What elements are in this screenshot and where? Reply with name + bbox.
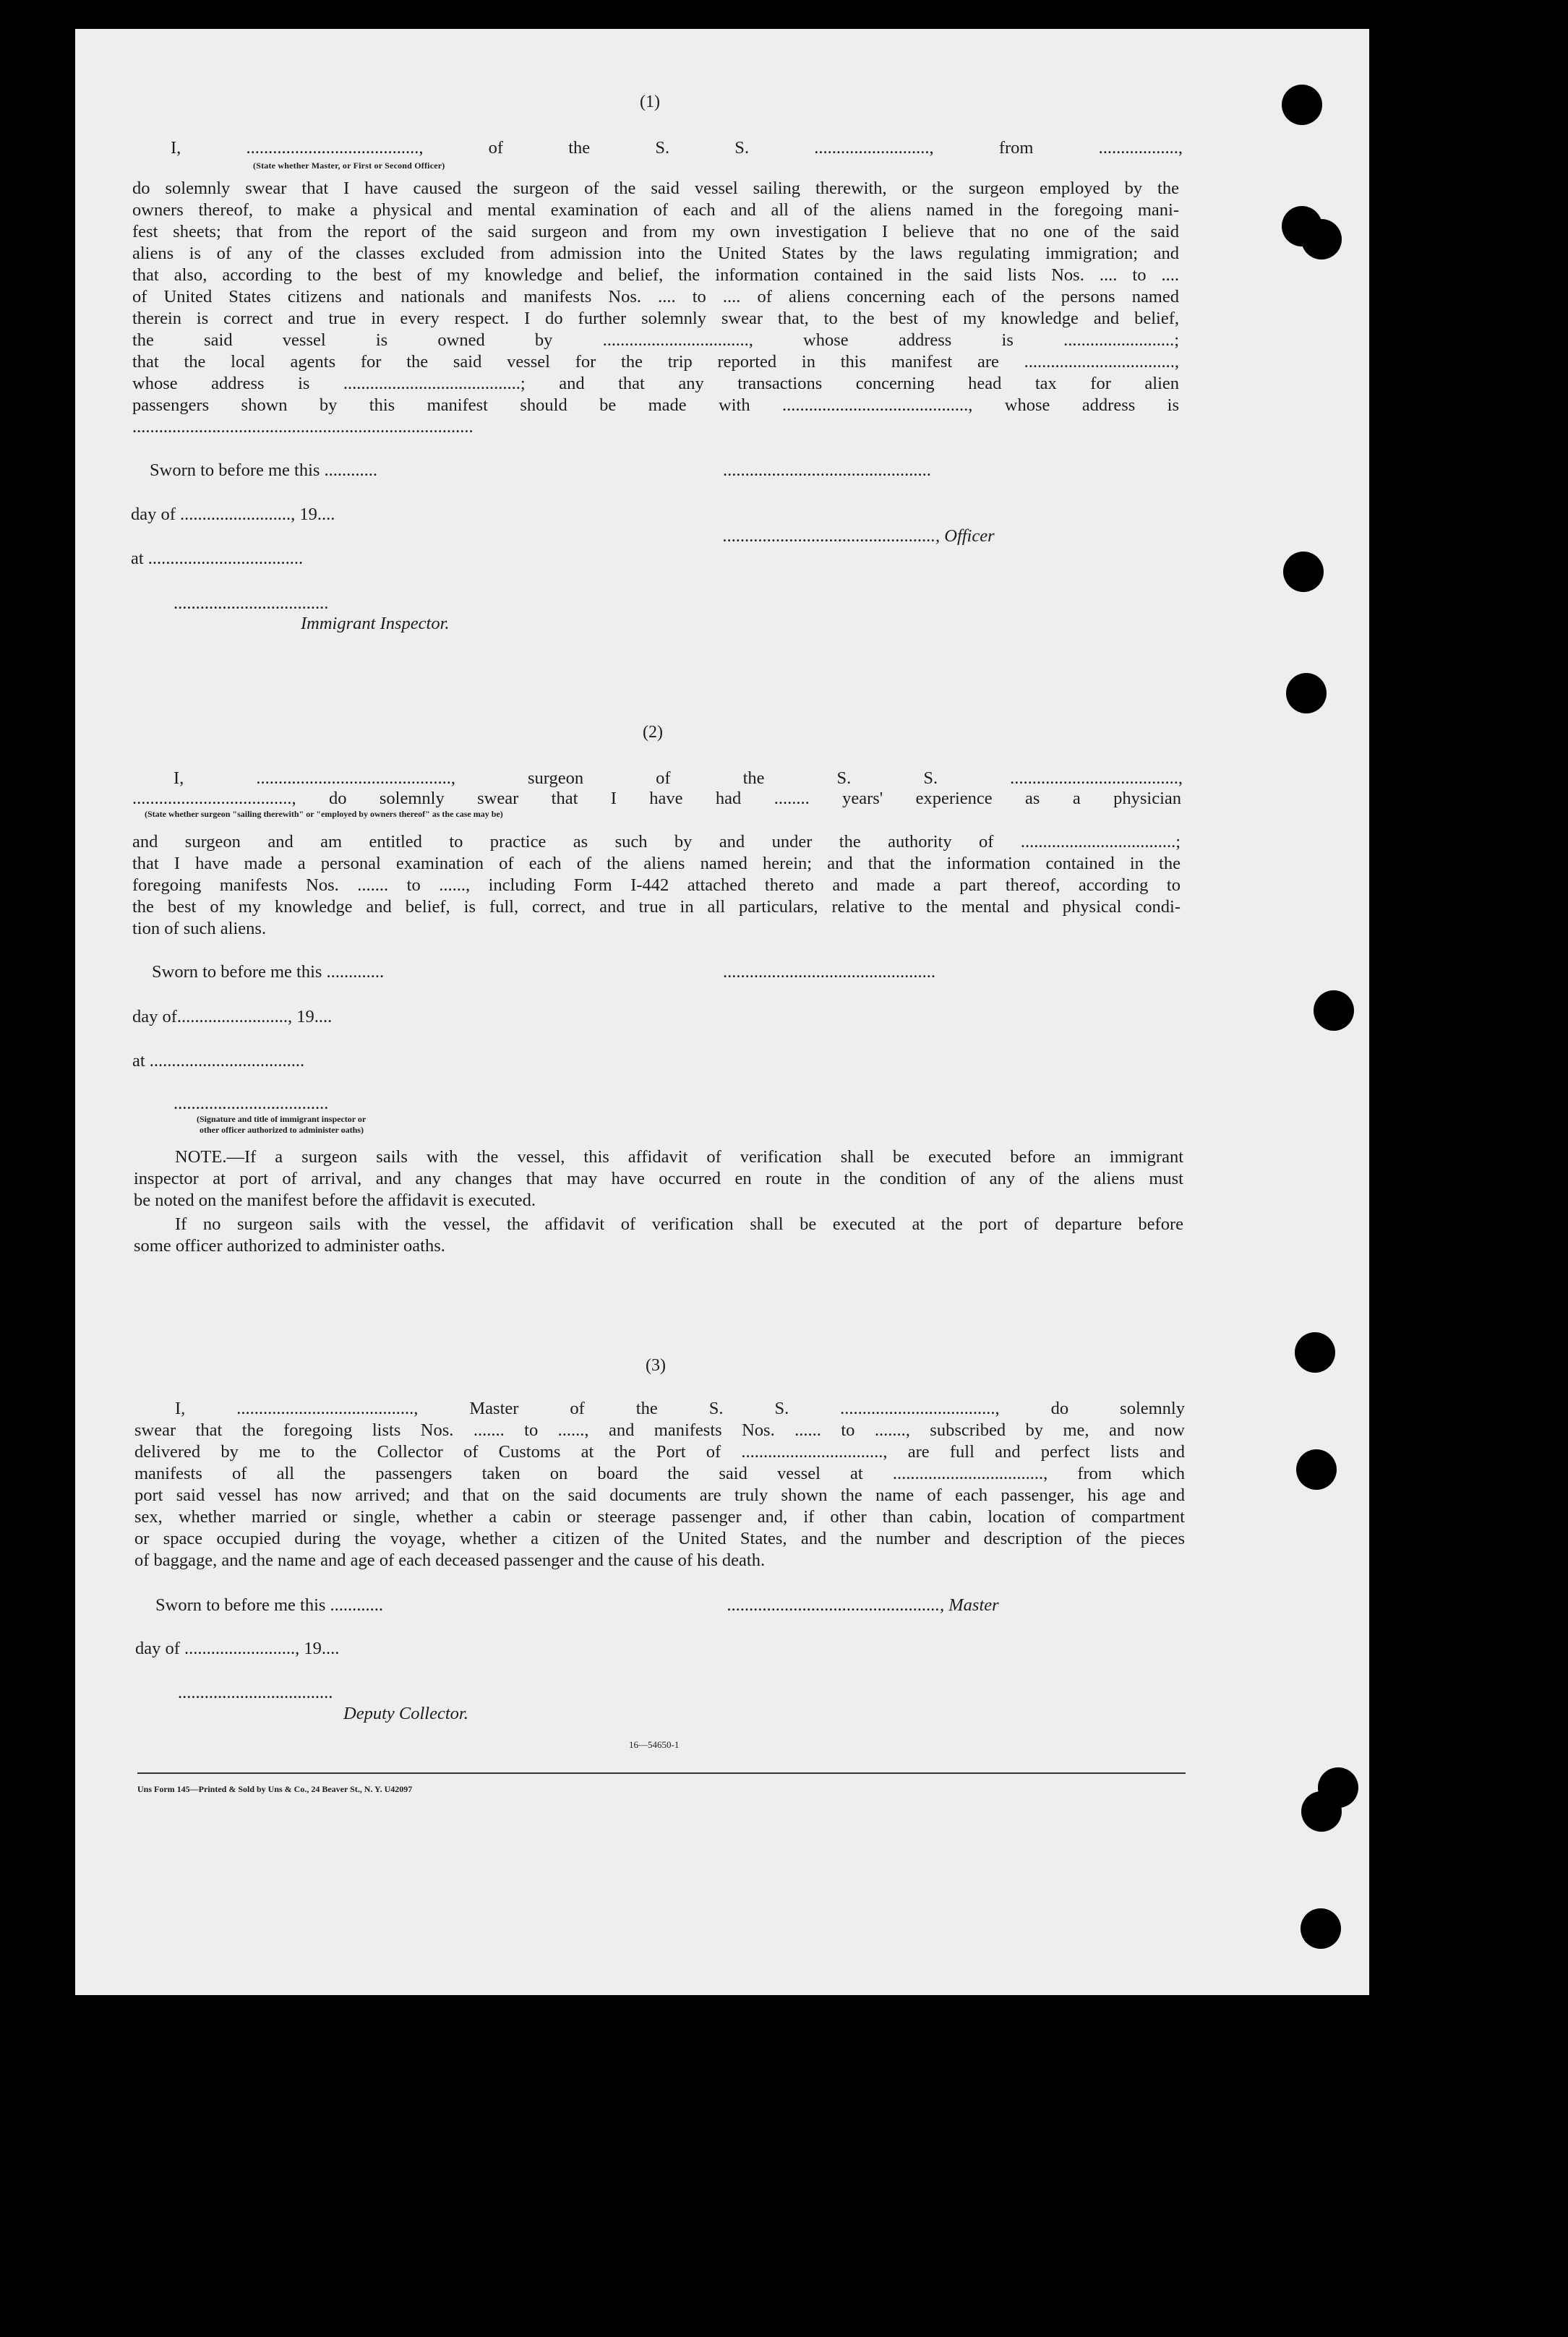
body-line xyxy=(134,1528,1185,1550)
master-signature-line: ................................................, Master xyxy=(727,1595,999,1615)
note-line xyxy=(134,1168,1183,1190)
body-line-text: the best of my knowledge and belief, is full, correct, and true in all particulars, relative to the mental and physical condi- xyxy=(132,897,1181,917)
binder-hole xyxy=(1283,552,1324,592)
signature-caption: (Signature and title of immigrant inspector or xyxy=(197,1114,367,1124)
section-2-experience-line xyxy=(132,788,1181,810)
body-line-text: foregoing manifests Nos. ....... to ......, including Form I-442 attached thereto and made a part thereof, according to xyxy=(132,875,1181,895)
body-line: of baggage, and the name and age of each deceased passenger and the cause of his death. xyxy=(134,1551,766,1570)
body-line xyxy=(132,875,1181,896)
collector-signature-line: ................................... xyxy=(178,1683,333,1702)
binder-hole xyxy=(1296,1449,1337,1490)
body-line-text: ............................................................................. xyxy=(132,417,474,437)
binder-hole xyxy=(1301,219,1342,260)
day-line: day of ........................., 19.... xyxy=(131,505,335,524)
body-line xyxy=(134,1506,1185,1528)
at-line: at ................................... xyxy=(131,549,304,568)
body-line-text: passengers shown by this manifest should be made with .........................................., whose address is xyxy=(132,395,1179,415)
body-line-text: owners thereof, to make a physical and mental examination of each and all of the aliens named in the foregoing mani- xyxy=(132,200,1179,220)
body-line xyxy=(132,221,1179,243)
collector-title: Deputy Collector. xyxy=(343,1704,468,1723)
body-line xyxy=(175,1398,1185,1420)
section-1-number: (1) xyxy=(640,93,660,111)
day-line: day of........................., 19.... xyxy=(132,1007,333,1026)
body-line-text: fest sheets; that from the report of the said surgeon and from my own investigation I believe that no one of the said xyxy=(132,222,1179,241)
body-line-text: that also, according to the best of my knowledge and belief, the information contained in the said lists Nos. .... to .... xyxy=(132,265,1179,285)
body-line xyxy=(132,286,1179,308)
body-line-text: port said vessel has now arrived; and that on the said documents are truly shown the name of each passenger, his age and xyxy=(134,1485,1185,1505)
officer-signature-line: ................................................, Officer xyxy=(723,526,995,546)
body-line xyxy=(134,1420,1185,1441)
bleed-through-text xyxy=(564,441,1376,463)
body-line xyxy=(132,200,1179,221)
officer-signature-line: ................................... xyxy=(173,1094,329,1113)
body-line-text: delivered by me to the Collector of Customs at the Port of ................................, are full and perfect lists and xyxy=(134,1442,1185,1462)
inspector-signature-line: ................................... xyxy=(173,593,329,613)
sworn-line: Sworn to before me this ............ xyxy=(150,460,378,480)
body-line-text: do solemnly swear that I have caused the surgeon of the said vessel sailing therewith, or the surgeon employed by the xyxy=(132,179,1179,198)
body-line xyxy=(132,351,1179,373)
note-line-text: NOTE.—If a surgeon sails with the vessel, this affidavit of verification shall be executed before an immigrant xyxy=(175,1147,1183,1167)
section-1-oath-line xyxy=(171,137,1183,159)
body-line xyxy=(132,330,1179,351)
section-2-caption: (State whether surgeon "sailing therewith" or "employed by owners thereof" as the case may be) xyxy=(145,809,503,819)
body-line xyxy=(132,373,1179,395)
note-line xyxy=(175,1214,1183,1235)
body-line-text: I, ........................................, Master of the S. S. ..................................., do solemnly xyxy=(175,1399,1185,1418)
note-line-text: If no surgeon sails with the vessel, the affidavit of verification shall be executed at the port of departure before xyxy=(175,1214,1183,1234)
body-line xyxy=(132,416,667,438)
binder-hole xyxy=(1295,1332,1335,1373)
body-line-text: that the local agents for the said vessel for the trip reported in this manifest are .................................., xyxy=(132,352,1179,372)
note-line: be noted on the manifest before the affidavit is executed. xyxy=(134,1191,536,1210)
body-line-text: the said vessel is owned by ................................., whose address is .........................; xyxy=(132,330,1179,350)
section-1-oath-line-text: I, ......................................., of the S. S. .........................., from .................., xyxy=(171,138,1183,158)
body-line-text: of United States citizens and nationals and manifests Nos. .... to .... of aliens concerning each of the persons named xyxy=(132,287,1179,306)
body-line xyxy=(132,243,1179,265)
body-line-text: therein is correct and true in every respect. I do further solemnly swear that, to the best of my knowledge and belief, xyxy=(132,309,1179,328)
form-number: 16—54650-1 xyxy=(629,1739,680,1750)
sworn-line: Sworn to before me this ............ xyxy=(155,1595,384,1615)
body-line xyxy=(132,265,1179,286)
body-line-text: that I have made a personal examination of each of the aliens named herein; and that the information contained in the xyxy=(132,854,1181,873)
body-line xyxy=(134,1463,1185,1485)
body-line-text: and surgeon and am entitled to practice as such by and under the authority of ...................................; xyxy=(132,832,1181,852)
section-2-oath-line xyxy=(173,768,1183,789)
body-line xyxy=(132,896,1181,918)
body-line xyxy=(132,853,1181,875)
body-line xyxy=(132,395,1179,416)
section-2-oath-line-text: I, ............................................, surgeon of the S. S. ......................................, xyxy=(173,768,1183,788)
day-line: day of ........................., 19.... xyxy=(135,1639,340,1658)
body-line-text: whose address is ........................................; and that any transactions concerning head tax for alien xyxy=(132,374,1179,393)
body-line: tion of such aliens. xyxy=(132,919,267,938)
binder-hole xyxy=(1314,990,1354,1031)
binder-hole xyxy=(1282,85,1322,125)
body-line xyxy=(134,1441,1185,1463)
body-line-text: swear that the foregoing lists Nos. ....... to ......, and manifests Nos. ...... to ......., subscribed by me, and now xyxy=(134,1420,1185,1440)
signature-caption: other officer authorized to administer oaths) xyxy=(200,1125,364,1135)
binder-hole xyxy=(1286,673,1327,713)
section-2-experience-line-text: ...................................., do solemnly swear that I have had ........ years' experience as a physician xyxy=(132,789,1181,808)
binder-hole xyxy=(1301,1908,1341,1949)
printer-imprint: Uns Form 145—Printed & Sold by Uns & Co., 24 Beaver St., N. Y. U42097 xyxy=(137,1784,413,1794)
section-1-caption: (State whether Master, or First or Second Officer) xyxy=(253,160,445,171)
note-line: some officer authorized to administer oaths. xyxy=(134,1236,445,1256)
body-line-text: aliens is of any of the classes excluded from admission into the United States by the laws regulating immigration; and xyxy=(132,244,1179,263)
body-line xyxy=(132,831,1181,853)
sworn-signature-line: ............................................... xyxy=(723,460,931,480)
body-line xyxy=(132,178,1179,200)
at-line: at ................................... xyxy=(132,1051,305,1071)
inspector-title: Immigrant Inspector. xyxy=(301,614,450,633)
note-line xyxy=(175,1146,1183,1168)
footer-rule xyxy=(137,1772,1186,1774)
sworn-line: Sworn to before me this ............. xyxy=(152,962,385,982)
body-line xyxy=(132,308,1179,330)
body-line xyxy=(134,1485,1185,1506)
body-line-text: manifests of all the passengers taken on board the said vessel at .................................., from which xyxy=(134,1464,1185,1483)
sworn-signature-line: ................................................ xyxy=(723,962,935,982)
section-2-number: (2) xyxy=(643,723,663,742)
body-line-text: or space occupied during the voyage, whether a citizen of the United States, and the number and description of the pieces xyxy=(134,1529,1185,1548)
binder-hole xyxy=(1301,1791,1342,1832)
note-line-text: inspector at port of arrival, and any changes that may have occurred en route in the condition of any of the aliens must xyxy=(134,1169,1183,1188)
section-3-number: (3) xyxy=(646,1356,666,1375)
body-line-text: sex, whether married or single, whether a cabin or steerage passenger and, if other than cabin, location of compartment xyxy=(134,1507,1185,1527)
